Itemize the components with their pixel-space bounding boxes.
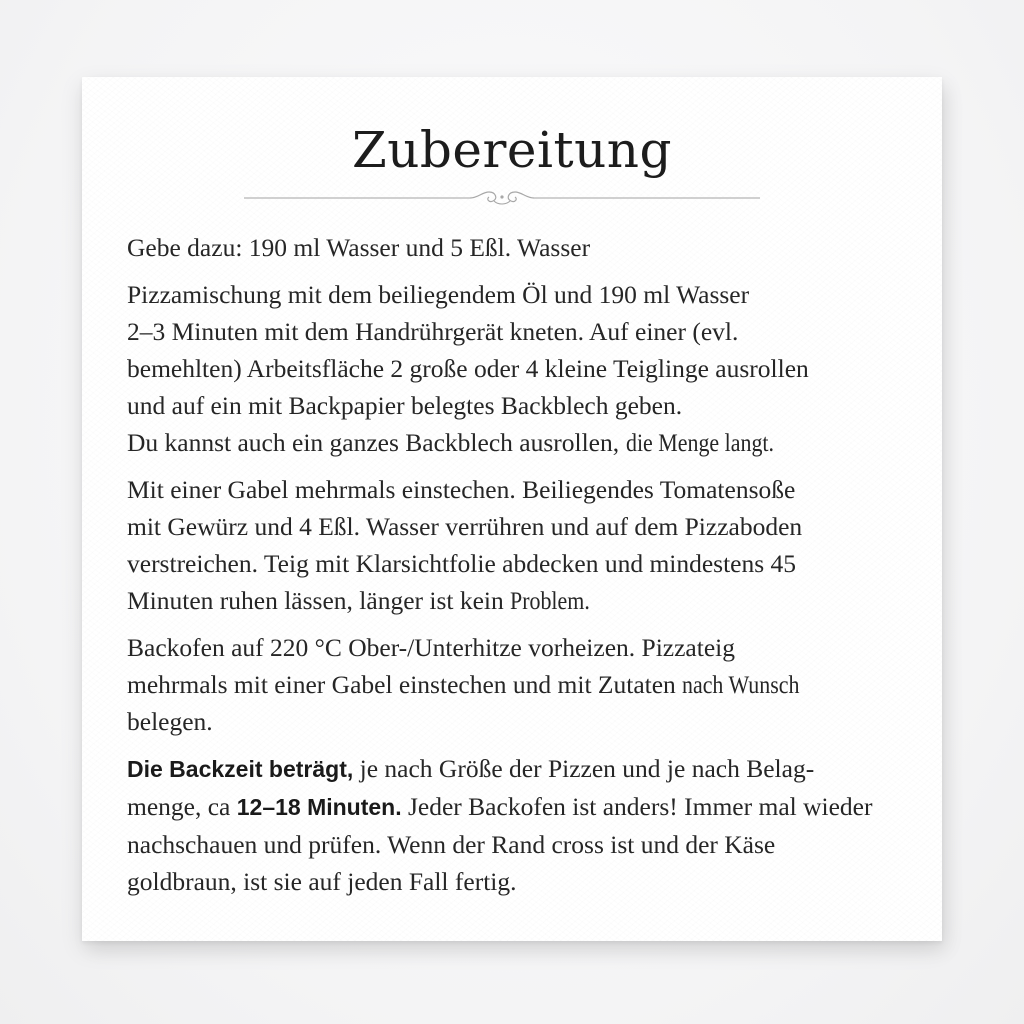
text-run: belegen. xyxy=(127,707,213,736)
text-run: Gebe dazu: 190 ml Wasser und 5 Eßl. Wasser xyxy=(127,233,591,262)
text-line xyxy=(127,629,927,666)
text-line xyxy=(127,508,927,545)
paragraph-ingredients xyxy=(127,229,927,266)
text-run-condensed: die Menge langt. xyxy=(625,428,774,457)
text-run: Du kannst auch ein ganzes Backblech ausrollen, xyxy=(127,428,626,457)
text-run: goldbraun, ist sie auf jeden Fall fertig. xyxy=(127,867,517,896)
text-line xyxy=(127,471,927,508)
text-run: und auf ein mit Backpapier belegtes Backblech geben. xyxy=(127,391,683,420)
text-line xyxy=(127,750,927,788)
text-run: nachschauen und prüfen. Wenn der Rand cross ist und der Käse xyxy=(127,830,776,859)
text-run: Jeder Backofen ist anders! Immer mal wieder xyxy=(401,792,873,821)
text-run: mit Gewürz und 4 Eßl. Wasser verrühren und auf dem Pizzaboden xyxy=(127,512,803,541)
text-run: Pizzamischung mit dem beiliegendem Öl und 190 ml Wasser xyxy=(127,280,750,309)
text-run: Backofen auf 220 °C Ober-/Unterhitze vorheizen. Pizzateig xyxy=(127,633,735,662)
text-run-condensed: Problem. xyxy=(510,586,590,615)
text-run: menge, ca xyxy=(127,792,237,821)
text-line xyxy=(127,545,927,582)
text-run-condensed: nach Wunsch xyxy=(682,670,800,699)
text-line xyxy=(127,424,927,461)
text-line xyxy=(127,313,927,350)
text-line xyxy=(127,666,927,703)
paragraph-oven xyxy=(127,629,927,740)
recipe-card xyxy=(82,77,942,941)
text-run: 2–3 Minuten mit dem Handrührgerät kneten. Auf einer (evl. xyxy=(127,317,739,346)
text-line xyxy=(127,703,927,740)
text-run: bemehlten) Arbeitsfläche 2 große oder 4 kleine Teiglinge ausrollen xyxy=(127,354,809,383)
text-line xyxy=(127,350,927,387)
text-run-bold: Die Backzeit beträgt, xyxy=(127,756,354,782)
text-line xyxy=(127,276,927,313)
text-line xyxy=(127,582,927,619)
paragraph-sauce xyxy=(127,471,927,619)
text-run: Minuten ruhen lässen, länger ist kein xyxy=(127,586,511,615)
instructions-text xyxy=(127,229,927,910)
text-line xyxy=(127,229,927,266)
text-run: je nach Größe der Pizzen und je nach Belag- xyxy=(353,754,815,783)
text-run: mehrmals mit einer Gabel einstechen und mit Zutaten xyxy=(127,670,683,699)
text-line xyxy=(127,826,927,863)
text-line xyxy=(127,863,927,900)
text-run: verstreichen. Teig mit Klarsichtfolie abdecken und mindestens 45 xyxy=(127,549,797,578)
text-line xyxy=(127,788,927,826)
flourish-divider-icon xyxy=(242,183,762,213)
text-line xyxy=(127,387,927,424)
paragraph-baking-time xyxy=(127,750,927,900)
paragraph-dough xyxy=(127,276,927,461)
page-title: Zubereitung xyxy=(351,121,673,179)
text-run: Mit einer Gabel mehrmals einstechen. Beiliegendes Tomatensoße xyxy=(127,475,796,504)
text-run-bold: 12–18 Minuten. xyxy=(236,794,402,820)
